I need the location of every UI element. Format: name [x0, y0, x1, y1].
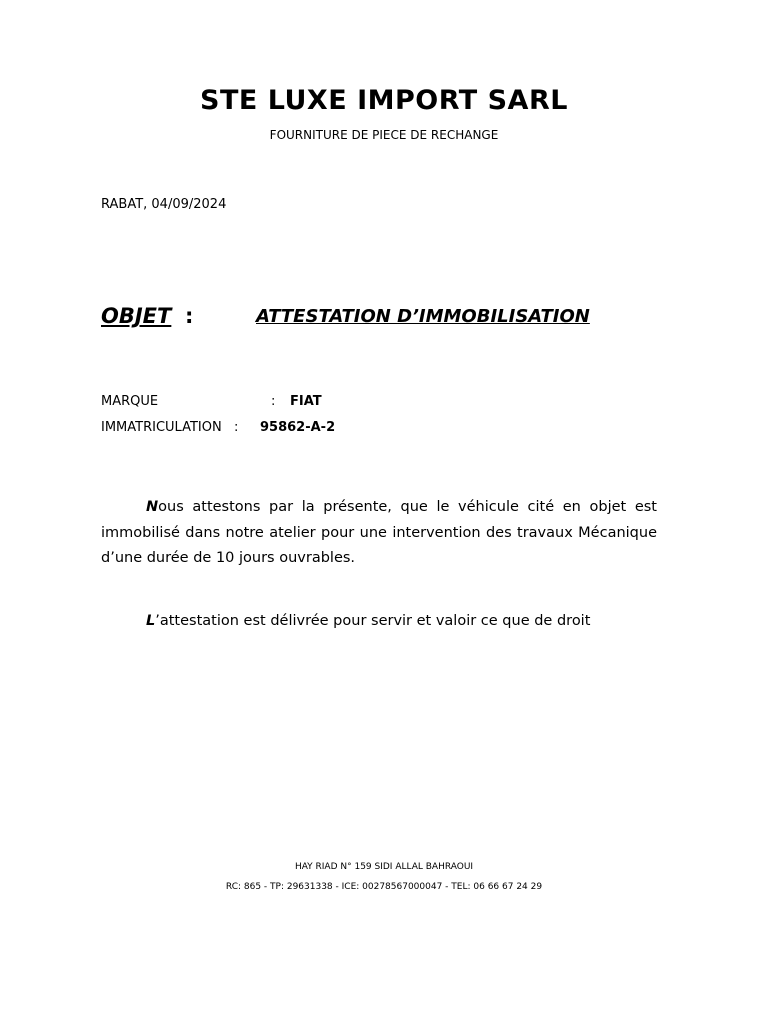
field-marque-colon: : — [271, 394, 276, 409]
place-date: RABAT, 04/09/2024 — [101, 197, 227, 212]
field-immatriculation-value: 95862-A-2 — [260, 420, 336, 435]
footer-ids: RC: 865 - TP: 29631338 - ICE: 00278567000047 - TEL: 06 66 67 24 29 — [225, 882, 543, 892]
paragraph-2-initial: L — [146, 613, 156, 629]
footer-address: HAY RIAD N° 159 SIDI ALLAL BAHRAOUI — [294, 862, 474, 872]
company-subtitle: FOURNITURE DE PIECE DE RECHANGE — [269, 128, 499, 142]
objet-colon: : — [185, 304, 194, 328]
field-immatriculation-label: IMMATRICULATION — [101, 420, 222, 435]
paragraph-2-text: ’attestation est délivrée pour servir et valoir ce que de droit — [155, 613, 591, 629]
objet-label: OBJET — [101, 304, 172, 328]
field-marque — [101, 393, 501, 411]
body-paragraph-2 — [101, 609, 657, 635]
objet-row — [101, 302, 661, 332]
objet-value: ATTESTATION D’IMMOBILISATION — [256, 306, 590, 327]
company-name: STE LUXE IMPORT SARL — [200, 85, 568, 116]
field-immatriculation-colon: : — [234, 420, 239, 435]
paragraph-1-text: ous attestons par la présente, que le véhicule cité en objet est immobilisé dans notre atelier pour une intervention des travaux Mécanique d’une durée de 10 jours ouvrables. — [101, 499, 657, 566]
field-marque-label: MARQUE — [101, 394, 159, 409]
body-paragraph-1 — [101, 495, 657, 572]
field-marque-value: FIAT — [290, 394, 322, 409]
paragraph-1-initial: N — [146, 499, 159, 515]
field-immatriculation — [101, 419, 501, 437]
